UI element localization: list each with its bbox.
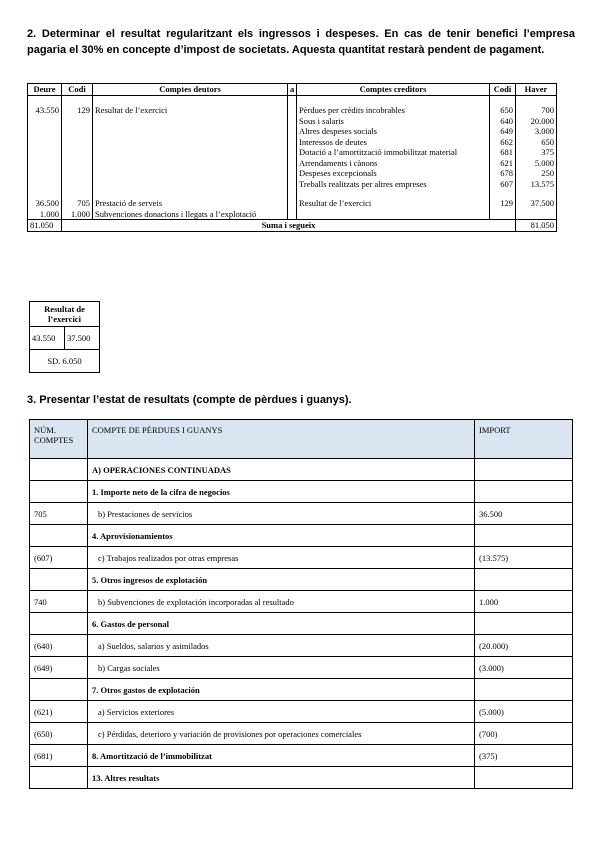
journal-row [28, 209, 557, 220]
row-import [475, 481, 573, 503]
haver-amount: 700 [516, 105, 557, 116]
row-concept: 1. Importe neto de la cifra de negocios [88, 481, 475, 503]
journal-row [28, 147, 557, 158]
results-row [30, 723, 573, 745]
header-import: IMPORT [475, 420, 573, 459]
row-num: (607) [30, 547, 88, 569]
debit-account: Resultat de l’exercici [93, 105, 288, 116]
t-account-debit: 43.550 [30, 327, 65, 350]
row-import: 36.500 [475, 503, 573, 525]
row-import [475, 525, 573, 547]
results-row [30, 657, 573, 679]
results-statement-table [29, 419, 573, 789]
credit-code: 650 [490, 105, 516, 116]
header-num-comptes: NÚM. COMPTES [30, 420, 88, 459]
journal-row [28, 137, 557, 148]
deure-amount: 1.000 [28, 209, 62, 220]
results-row [30, 591, 573, 613]
credit-account: Sous i salaris [297, 116, 490, 127]
row-concept: 13. Altres resultats [88, 767, 475, 789]
credit-code: 129 [490, 198, 516, 209]
journal-row [28, 116, 557, 127]
row-import [475, 569, 573, 591]
journal-entry-table [27, 83, 557, 232]
deure-amount: 43.550 [28, 105, 62, 116]
row-import: (3.000) [475, 657, 573, 679]
row-import [475, 767, 573, 789]
header-comptes-creditors: Comptes creditors [297, 84, 490, 96]
section-3-heading: 3. Presentar l’estat de resultats (compte de pèrdues i guanys). [27, 394, 352, 406]
results-row [30, 459, 573, 481]
results-row [30, 481, 573, 503]
credit-code: 607 [490, 179, 516, 190]
header-comptes-deutors: Comptes deutors [93, 84, 288, 96]
credit-account: Altres despeses socials [297, 126, 490, 137]
t-account-balance: SD. 6.050 [30, 350, 100, 373]
t-account-resultat [29, 301, 100, 373]
row-concept: c) Trabajos realizados por otras empresas [88, 547, 475, 569]
haver-amount: 250 [516, 168, 557, 179]
header-haver: Haver [516, 84, 557, 96]
row-num [30, 459, 88, 481]
haver-amount: 650 [516, 137, 557, 148]
journal-header-row [28, 84, 557, 96]
row-import [475, 679, 573, 701]
journal-row [28, 168, 557, 179]
debit-account: Subvenciones donacions i llegats a l’explotació [93, 209, 288, 220]
credit-account: Dotació a l’amortització immobilitzat material [297, 147, 490, 158]
credit-account: Treballs realitzats per altres empreses [297, 179, 490, 190]
credit-account: Despeses excepcionals [297, 168, 490, 179]
journal-row [28, 126, 557, 137]
haver-amount: 3.000 [516, 126, 557, 137]
results-header-row [30, 420, 573, 459]
row-num: (640) [30, 635, 88, 657]
results-row [30, 679, 573, 701]
credit-account: Interessos de deutes [297, 137, 490, 148]
credit-code: 681 [490, 147, 516, 158]
journal-row [28, 158, 557, 169]
haver-amount: 5.000 [516, 158, 557, 169]
section-2-heading: 2. Determinar el resultat regularitzant els ingressos i despeses. En cas de tenir benefici l’empresa pagaria el 30% en concepte d’impost de societats. Aquesta quantitat restarà pendent de pagament. [27, 28, 575, 56]
results-row [30, 613, 573, 635]
row-num [30, 613, 88, 635]
journal-total-row [28, 220, 557, 232]
row-num [30, 679, 88, 701]
results-row [30, 547, 573, 569]
haver-amount: 375 [516, 147, 557, 158]
debit-account: Prestació de serveis [93, 198, 288, 209]
credit-code: 621 [490, 158, 516, 169]
row-num [30, 569, 88, 591]
results-row [30, 525, 573, 547]
row-concept: b) Prestaciones de servicios [88, 503, 475, 525]
row-import: (13.575) [475, 547, 573, 569]
header-codi-left: Codi [62, 84, 93, 96]
row-num: (621) [30, 701, 88, 723]
total-deure: 81.050 [28, 220, 62, 232]
row-num: 740 [30, 591, 88, 613]
deure-code: 705 [62, 198, 93, 209]
row-concept: a) Servicios exteriores [88, 701, 475, 723]
row-concept: A) OPERACIONES CONTINUADAS [88, 459, 475, 481]
row-num: (649) [30, 657, 88, 679]
haver-amount: 37.500 [516, 198, 557, 209]
row-import: (700) [475, 723, 573, 745]
row-num [30, 525, 88, 547]
results-row [30, 503, 573, 525]
credit-code: 662 [490, 137, 516, 148]
row-num: (650) [30, 723, 88, 745]
haver-amount: 20.000 [516, 116, 557, 127]
row-import: (375) [475, 745, 573, 767]
results-row [30, 767, 573, 789]
credit-code: 678 [490, 168, 516, 179]
total-label: Suma i segueix [62, 220, 516, 232]
credit-code: 640 [490, 116, 516, 127]
deure-code: 1.000 [62, 209, 93, 220]
deure-code: 129 [62, 105, 93, 116]
journal-row [28, 179, 557, 190]
results-row [30, 745, 573, 767]
t-account-title: Resultat de l’exercici [30, 302, 100, 327]
journal-row [28, 198, 557, 209]
row-concept: c) Pérdidas, deterioro y variación de provisiones por operaciones comerciales [88, 723, 475, 745]
row-concept: 7. Otros gastos de explotación [88, 679, 475, 701]
row-num [30, 767, 88, 789]
journal-spacer-row [28, 96, 557, 106]
credit-account: Arrendaments i cànons [297, 158, 490, 169]
row-num [30, 481, 88, 503]
deure-amount: 36.500 [28, 198, 62, 209]
header-a: a [288, 84, 297, 96]
row-concept: b) Subvenciones de explotación incorporadas al resultado [88, 591, 475, 613]
row-concept: 4. Aprovisionamientos [88, 525, 475, 547]
credit-account: Resultat de l’exercici [297, 198, 490, 209]
row-import: (5.000) [475, 701, 573, 723]
row-concept: 8. Amortització de l’immobilitzat [88, 745, 475, 767]
row-import [475, 613, 573, 635]
row-num: 705 [30, 503, 88, 525]
haver-amount: 13.575 [516, 179, 557, 190]
row-import: (20.000) [475, 635, 573, 657]
journal-row [28, 105, 557, 116]
credit-account: Pèrdues per crèdits incobrables [297, 105, 490, 116]
row-import: 1.000 [475, 591, 573, 613]
results-row [30, 701, 573, 723]
results-row [30, 569, 573, 591]
header-compte-perdues-guanys: COMPTE DE PÈRDUES I GUANYS [88, 420, 475, 459]
row-num: (681) [30, 745, 88, 767]
total-haver: 81.050 [516, 220, 557, 232]
row-concept: a) Sueldos, salarios y asimilados [88, 635, 475, 657]
header-codi-right: Codi [490, 84, 516, 96]
header-deure: Deure [28, 84, 62, 96]
results-row [30, 635, 573, 657]
t-account-credit: 37.500 [65, 327, 100, 350]
row-concept: 5. Otros ingresos de explotación [88, 569, 475, 591]
row-concept: 6. Gastos de personal [88, 613, 475, 635]
row-import [475, 459, 573, 481]
row-concept: b) Cargas sociales [88, 657, 475, 679]
journal-spacer-row [28, 189, 557, 198]
credit-code: 649 [490, 126, 516, 137]
